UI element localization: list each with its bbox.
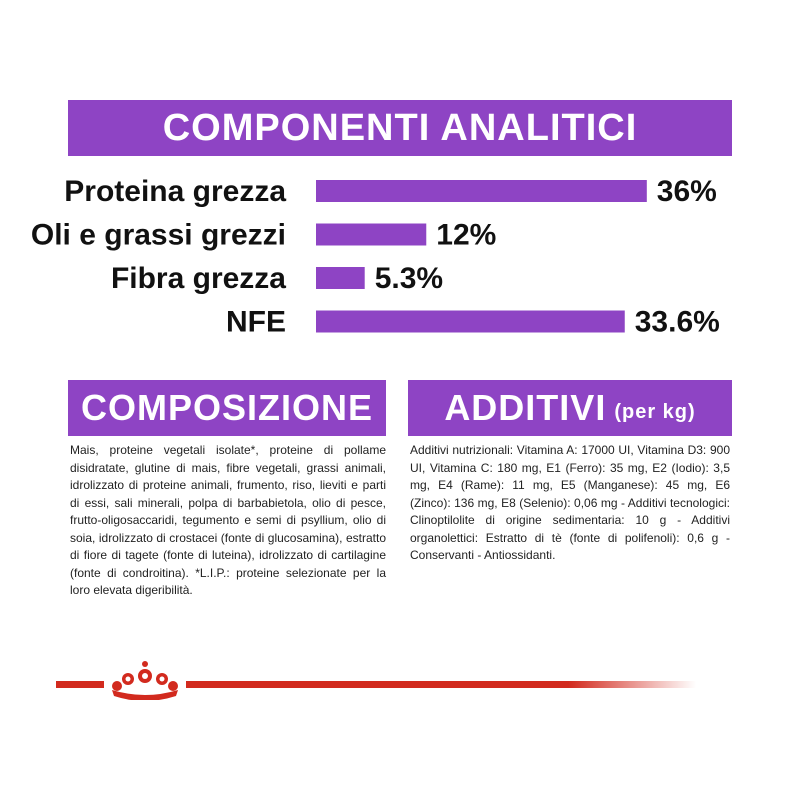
chart-bar xyxy=(316,311,625,333)
chart-bar xyxy=(316,267,365,289)
chart-bar xyxy=(316,180,647,202)
royal-canin-crown-icon xyxy=(112,661,178,700)
chart-value-label: 33.6% xyxy=(634,305,720,339)
chart-category-label: Fibra grezza xyxy=(110,262,286,295)
chart-category-label: Proteina grezza xyxy=(64,175,286,208)
composition-banner xyxy=(68,380,386,436)
additives-title: ADDITIVI xyxy=(444,387,607,428)
analytical-components-title: COMPONENTI ANALITICI xyxy=(162,106,638,149)
analytical-components-banner xyxy=(68,100,732,156)
composition-title: COMPOSIZIONE xyxy=(80,387,374,428)
composition-text: Mais, proteine vegetali isolate*, proteine di pollame disidratate, glutine di mais, fibre vegetali, grassi animali, idrolizzato di proteine animali, frumento, riso, lieviti e parti di essi, sali minerali, polpa di barbabietola, olio di pesce, frutto-oligosaccaridi, tegumento e semi di psyllium, olio di soia, idrolizzato di crostacei (fonte di glucosamina), estratto di fiore di tagete (fonte di luteina), idrolizzato di cartilagine (fonte di condroitina). *L.I.P.: proteine selezionate per la loro elevata digeribilità. xyxy=(70,443,386,597)
chart-category-label: Oli e grassi grezzi xyxy=(30,218,286,252)
additives-subtitle: (per kg) xyxy=(614,400,696,423)
analytical-bar-chart xyxy=(0,160,800,350)
chart-value-label: 12% xyxy=(436,218,497,252)
footer-line-right xyxy=(186,681,696,688)
chart-bar xyxy=(316,224,426,246)
additives-banner xyxy=(408,380,732,436)
chart-category-label: NFE xyxy=(226,305,286,339)
additives-text: Additivi nutrizionali: Vitamina A: 17000 UI, Vitamina D3: 900 UI, Vitamina C: 180 mg, E1 (Ferro): 35 mg, E2 (Iodio): 3,5 mg, E4 (Rame): 11 mg, E5 (Manganese): 45 mg, E6 (Zinco): 136 mg, E8 (Selenio): 0,06 mg - Additivi tecnologici: Clinoptilolite di origine sedimentaria: 10 g - Additivi organolettici: Estratto di tè (fonte di polifenoli): 0,6 g - Conservanti - Antiossidanti. xyxy=(410,443,730,562)
chart-value-label: 36% xyxy=(656,175,717,208)
footer-divider xyxy=(0,660,800,700)
chart-value-label: 5.3% xyxy=(374,262,444,295)
footer-line-left xyxy=(56,681,104,688)
